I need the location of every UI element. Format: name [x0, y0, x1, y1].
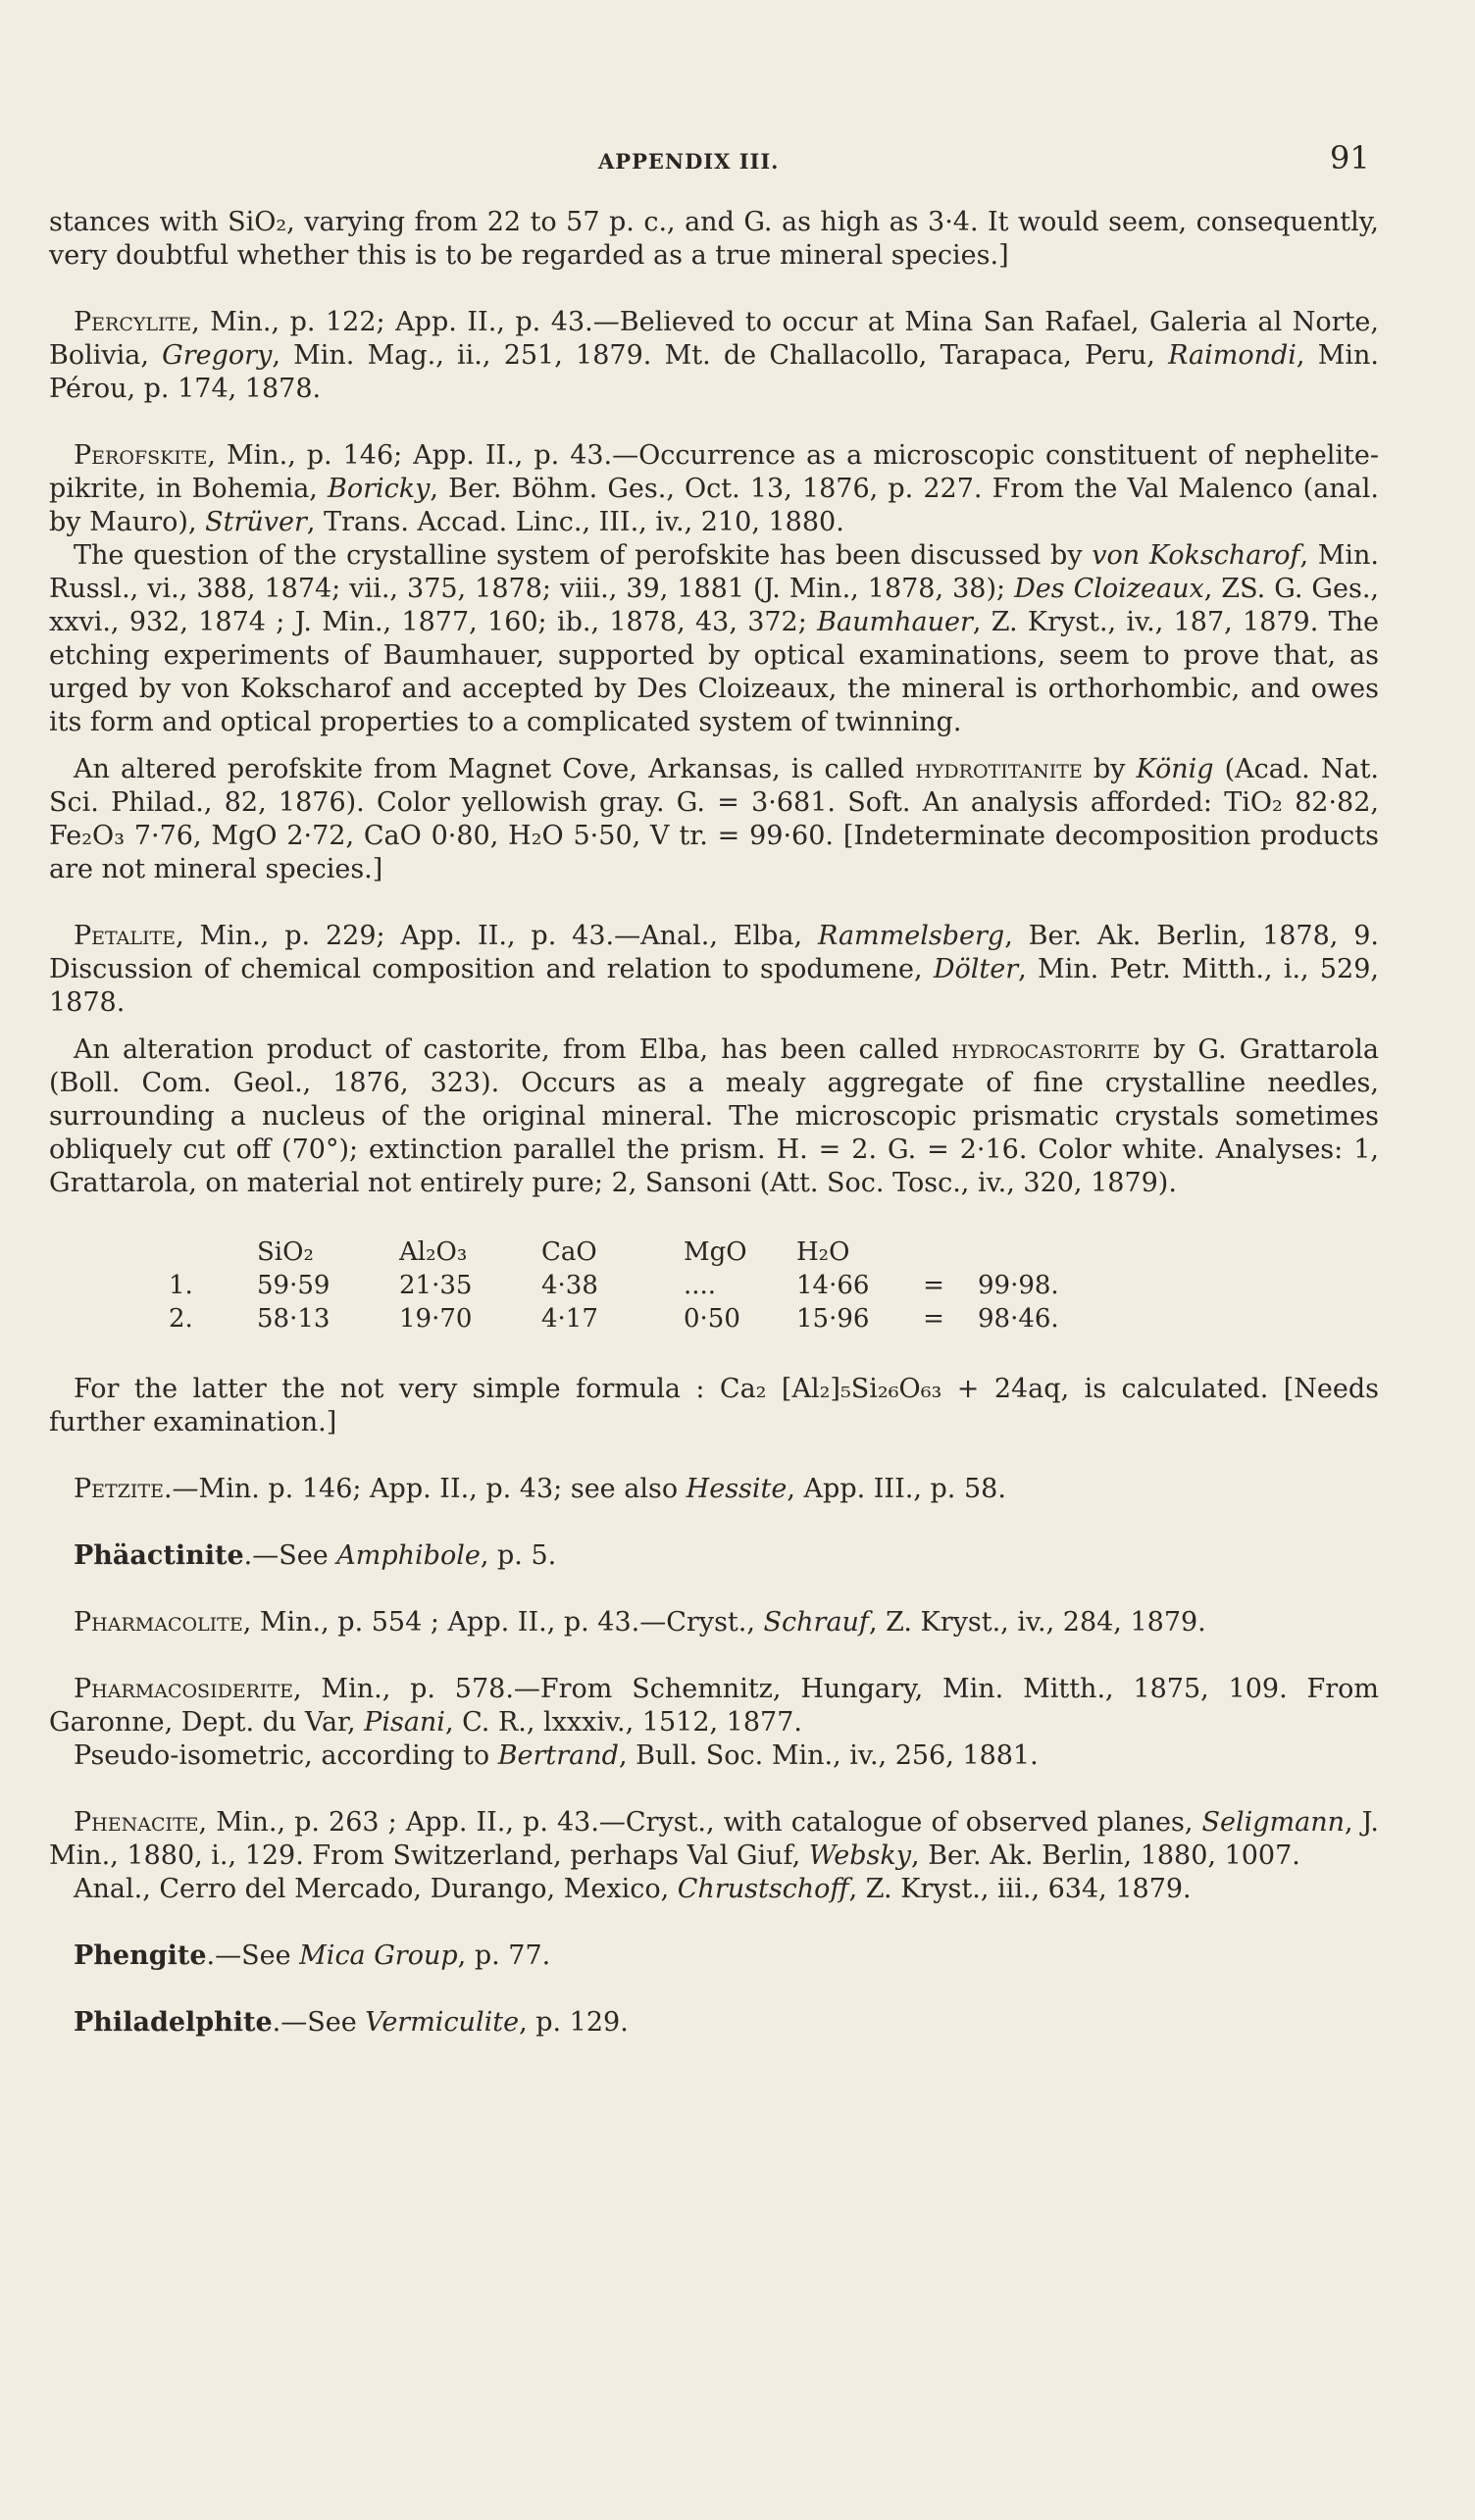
entry-name: Petzite — [74, 1474, 164, 1504]
row-total: 98·46. — [978, 1304, 1059, 1334]
entry-pharmacosiderite: Pharmacosiderite, Min., p. 578.—From Schemnitz, Hungary, Min. Mitth., 1875, 109. From Garonne, Dept. du Var, Pisani, C. R., lxxxiv., 1512, 1877. — [49, 1674, 1379, 1738]
entry-philadelphite: Philadelphite.—See Vermiculite, p. 129. — [74, 2007, 629, 2038]
entry-name: Philadelphite — [74, 2007, 273, 2038]
table-cell: 4·17 — [541, 1304, 598, 1334]
entry-name: Phäactinite — [74, 1540, 244, 1571]
continued-paragraph: stances with SiO₂, varying from 22 to 57 p. c., and G. as high as 3·4. It would seem, consequently, very doubtful whether this is to be regarded as a true mineral species.] — [49, 207, 1379, 271]
entry-name: Phengite — [74, 1940, 207, 1971]
cross-reference: Hessite — [686, 1474, 788, 1504]
entry-petzite: Petzite.—Min. p. 146; App. II., p. 43; see also Hessite, App. III., p. 58. — [74, 1474, 1006, 1504]
page-number: 91 — [1330, 139, 1370, 176]
table-cell: 15·96 — [796, 1304, 870, 1334]
table-cell: 58·13 — [257, 1304, 331, 1334]
entry-percylite: Percylite, Min., p. 122; App. II., p. 43.—Believed to occur at Mina San Rafael, Galeria al Norte, Bolivia, Gregory, Min. Mag., ii., 251, 1879. Mt. de Challacollo, Tarapaca, Peru, Raimondi, Min. Pérou, p. 174, 1878. — [49, 307, 1379, 404]
table-row — [169, 1269, 1069, 1302]
author-name: Boricky — [328, 474, 431, 504]
entry-name: Pharmacosiderite — [74, 1674, 294, 1704]
table-header-row — [169, 1235, 1069, 1269]
perofskite-hydrotitanite: An altered perofskite from Magnet Cove, Arkansas, is called hydrotitanite by König (Acad. Nat. Sci. Philad., 82, 1876). Color yellowish gray. G. = 3·681. Soft. An analysis afforded: TiO₂ 82·82, Fe₂O₃ 7·76, MgO 2·72, CaO 0·80, H₂O 5·50, V tr. = 99·60. [Indeterminate decomposition products are not mineral species.] — [49, 754, 1380, 884]
author-name: Dölter — [933, 954, 1019, 984]
column-header: MgO — [684, 1237, 747, 1267]
author-name: Des Cloizeaux — [1014, 574, 1204, 604]
author-name: Chrustschoff — [677, 1874, 849, 1904]
table-cell: 19·70 — [399, 1304, 473, 1334]
analysis-table — [169, 1235, 1069, 1336]
row-number: 1. — [169, 1271, 193, 1300]
pharmacosiderite-note: Pseudo-isometric, according to Bertrand, Bull. Soc. Min., iv., 256, 1881. — [74, 1740, 1039, 1771]
entry-name: Perofskite — [74, 440, 208, 471]
author-name: Seligmann — [1201, 1807, 1346, 1838]
entry-name: Pharmacolite — [74, 1607, 243, 1638]
author-name: Strüver — [205, 507, 307, 537]
entry-phaactinite: Phäactinite.—See Amphibole, p. 5. — [74, 1540, 557, 1571]
entry-pharmacolite: Pharmacolite, Min., p. 554 ; App. II., p. 43.—Cryst., Schrauf, Z. Kryst., iv., 284, 1879. — [74, 1607, 1206, 1638]
author-name: Raimondi — [1168, 340, 1297, 371]
petalite-formula: For the latter the not very simple formula : Ca₂ [Al₂]₅Si₂₆O₆₃ + 24aq, is calculated. [Needs further examination.] — [49, 1374, 1379, 1437]
column-header: H₂O — [796, 1237, 850, 1267]
equals-sign: = — [923, 1304, 944, 1334]
table-cell: 14·66 — [796, 1271, 870, 1300]
column-header: Al₂O₃ — [399, 1237, 468, 1267]
row-number: 2. — [169, 1304, 193, 1334]
page-header — [0, 137, 1475, 186]
entry-petalite: Petalite, Min., p. 229; App. II., p. 43.—Anal., Elba, Rammelsberg, Ber. Ak. Berlin, 1878, 9. Discussion of chemical composition and relation to spodumene, Dölter, Min. Petr. Mitth., i., 529, 1878. — [49, 921, 1380, 1018]
cross-reference: Amphibole — [336, 1540, 481, 1571]
page-body — [49, 206, 1379, 2040]
mineral-name: hydrocastorite — [951, 1034, 1141, 1065]
column-header: CaO — [541, 1237, 597, 1267]
row-total: 99·98. — [978, 1271, 1059, 1300]
column-header: SiO₂ — [257, 1237, 314, 1267]
perofskite-crystal-system: The question of the crystalline system of perofskite has been discussed by von Kokscharof, Min. Russl., vi., 388, 1874; vii., 375, 1878; viii., 39, 1881 (J. Min., 1878, 38); Des Cloizeaux, ZS. G. Ges., xxvi., 932, 1874 ; J. Min., 1877, 160; ib., 1878, 43, 372; Baumhauer, Z. Kryst., iv., 187, 1879. The etching experiments of Baumhauer, supported by optical examinations, seem to prove that, as urged by von Kokscharof and accepted by Des Cloizeaux, the mineral is orthorhombic, and owes its form and optical properties to a complicated system of twinning. — [49, 540, 1380, 737]
author-name: Websky — [808, 1840, 912, 1871]
entry-phenacite: Phenacite, Min., p. 263 ; App. II., p. 43.—Cryst., with catalogue of observed planes, Seligmann, J. Min., 1880, i., 129. From Switzerland, perhaps Val Giuf, Websky, Ber. Ak. Berlin, 1880, 1007. — [49, 1807, 1379, 1871]
petalite-hydrocastorite: An alteration product of castorite, from Elba, has been called hydrocastorite by G. Grattarola (Boll. Com. Geol., 1876, 323). Occurs as a mealy aggregate of fine crystalline needles, surrounding a nucleus of the original mineral. The microscopic prismatic crystals sometimes obliquely cut off (70°); extinction parallel the prism. H. = 2. G. = 2·16. Color white. Analyses: 1, Grattarola, on material not entirely pure; 2, Sansoni (Att. Soc. Tosc., iv., 320, 1879). — [49, 1034, 1379, 1198]
author-name: Baumhauer — [817, 607, 973, 637]
entry-phengite: Phengite.—See Mica Group, p. 77. — [74, 1940, 551, 1971]
table-cell: .... — [684, 1271, 717, 1300]
table-cell: 21·35 — [399, 1271, 473, 1300]
table-row — [169, 1302, 1069, 1336]
entry-name: Percylite — [74, 307, 192, 337]
author-name: Rammelsberg — [818, 921, 1005, 951]
cross-reference: Mica Group — [299, 1940, 458, 1971]
mineral-name: hydrotitanite — [915, 754, 1083, 784]
table-cell: 4·38 — [541, 1271, 598, 1300]
author-name: Pisani — [364, 1707, 445, 1738]
running-head: APPENDIX III. — [598, 149, 780, 174]
author-name: Gregory — [162, 340, 273, 371]
table-cell: 59·59 — [257, 1271, 331, 1300]
table-cell: 0·50 — [684, 1304, 740, 1334]
author-name: Schrauf — [763, 1607, 869, 1638]
author-name: Bertrand — [497, 1740, 619, 1771]
equals-sign: = — [923, 1271, 944, 1300]
author-name: König — [1136, 754, 1214, 784]
phenacite-analysis: Anal., Cerro del Mercado, Durango, Mexico, Chrustschoff, Z. Kryst., iii., 634, 1879. — [74, 1874, 1192, 1904]
cross-reference: Vermiculite — [365, 2007, 520, 2038]
author-name: von Kokscharof — [1092, 540, 1300, 571]
entry-name: Phenacite — [74, 1807, 199, 1838]
entry-name: Petalite — [74, 921, 177, 951]
entry-perofskite: Perofskite, Min., p. 146; App. II., p. 43.—Occurrence as a microscopic constituent of nephelite-pikrite, in Bohemia, Boricky, Ber. Böhm. Ges., Oct. 13, 1876, p. 227. From the Val Malenco (anal. by Mauro), Strüver, Trans. Accad. Linc., III., iv., 210, 1880. — [49, 440, 1379, 537]
